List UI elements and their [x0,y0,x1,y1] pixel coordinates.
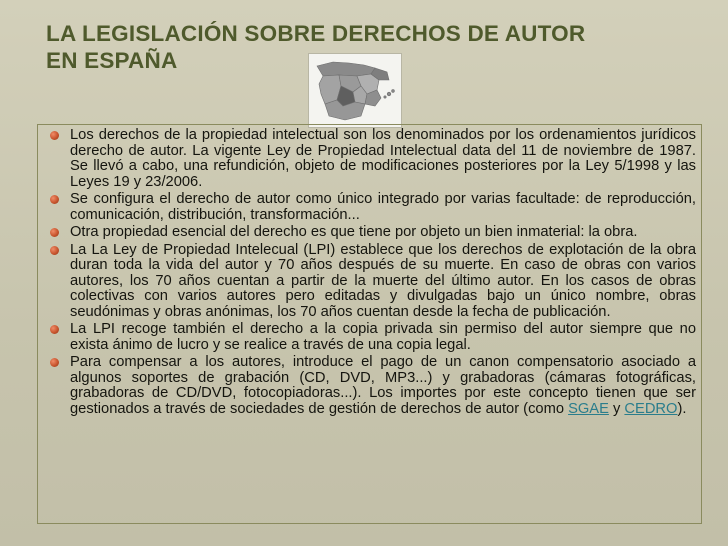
bullet-text-end: ). [677,400,687,417]
list-item [46,128,696,190]
bullet-dot-icon [50,228,59,237]
list-item [46,225,696,241]
bullet-dot-icon [50,246,59,255]
spain-map-image [308,53,402,128]
sgae-link[interactable]: SGAE [568,400,609,417]
list-item [46,322,696,353]
bullet-text: Se configura el derecho de autor como único integrado por varias facultade: de reproducción, comunicación, distribución, transformación... [70,191,696,223]
list-item [46,243,696,321]
title-line-1: LA LEGISLACIÓN SOBRE DERECHOS DE AUTOR [46,21,586,46]
bullet-dot-icon [50,325,59,334]
list-item [46,355,696,417]
bullet-dot-icon [50,131,59,140]
title-line-2: EN ESPAÑA [46,48,178,73]
bullet-text-connector: y [608,400,625,417]
bullet-dot-icon [50,195,59,204]
list-item [46,192,696,223]
bullet-dot-icon [50,358,59,367]
bullet-text: Otra propiedad esencial del derecho es que tiene por objeto un bien inmaterial: la obra. [70,224,638,240]
bullet-list [46,128,696,419]
bullet-text: Para compensar a los autores, introduce el pago de un canon compensatorio asociado a algunos soportes de grabación (CD, DVD, MP3...) y grabadoras (cámaras fotográficas, grabadoras de CD/DVD, fotocopiadoras...). Los importes por este concepto tienen que ser gestionados a través de sociedades de gestión de derechos de autor (como [70,354,696,417]
spain-map-icon [309,54,401,127]
bullet-text: La La Ley de Propiedad Intelecual (LPI) establece que los derechos de explotación de la obra duran toda la vida del autor y 70 años después de su muerte. En caso de obras con varios autores, los 70 años cuentan a partir de la muerte del último autor. En los casos de obras colectivas con varios autores pero editadas y divulgadas bajo un único nombre, obras seudónimas y obras anónimas, los 70 años cuentan desde la fecha de publicación. [70,241,696,320]
bullet-text: La LPI recoge también el derecho a la copia privada sin permiso del autor siempre que no exista ánimo de lucro y se realice a través de una copia legal. [70,321,696,353]
cedro-link[interactable]: CEDRO [624,400,678,417]
bullet-text: Los derechos de la propiedad intelectual son los denominados por los ordenamientos jurídicos derecho de autor. La vigente Ley de Propiedad Intelectual data del 11 de noviembre de 1987. Se llevó a cabo, una refundición, objeto de modificaciones posteriores por la Ley 5/1998 y las Leyes 19 y 23/2006. [70,127,696,190]
